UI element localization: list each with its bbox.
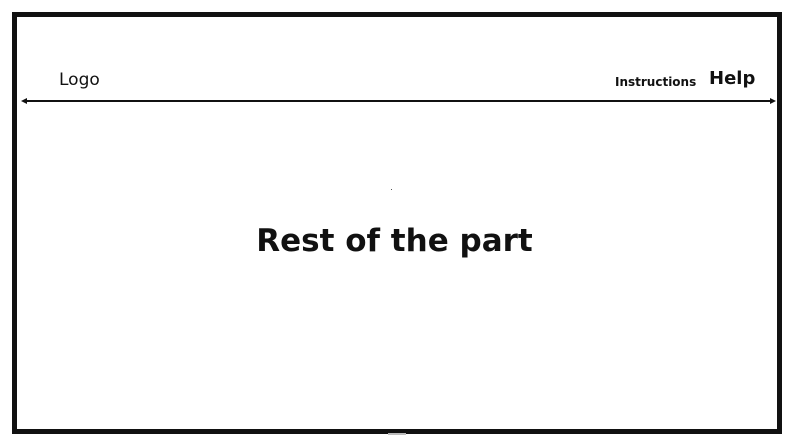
footer-mark <box>388 433 406 435</box>
header-divider <box>21 97 776 105</box>
stray-dot <box>391 189 392 190</box>
help-link[interactable]: Help <box>709 68 756 89</box>
content-placeholder: Rest of the part <box>256 223 533 259</box>
double-arrow-line-icon <box>21 97 776 105</box>
instructions-link[interactable]: Instructions <box>615 75 697 89</box>
logo[interactable]: Logo <box>59 70 100 90</box>
wireframe-frame <box>12 12 782 434</box>
